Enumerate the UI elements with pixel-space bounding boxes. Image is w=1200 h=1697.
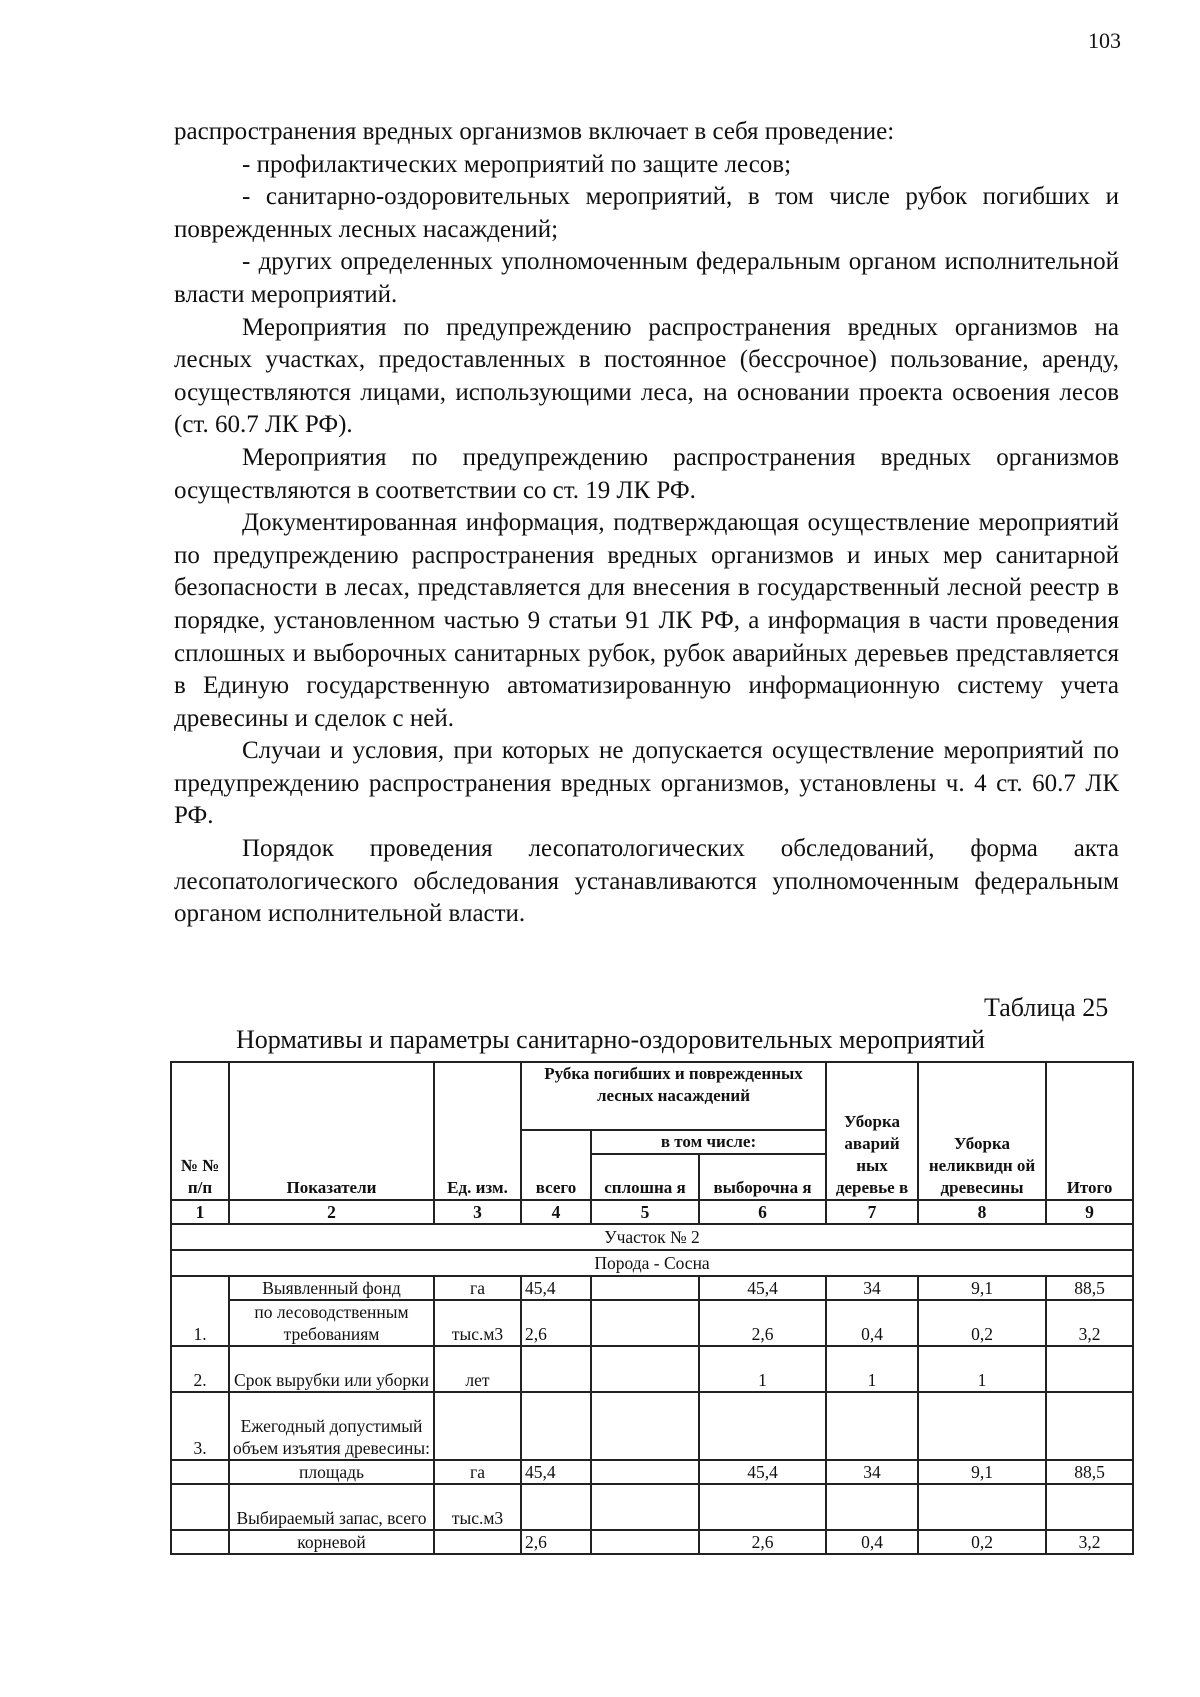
cell [1046, 1346, 1133, 1392]
paragraph: - профилактических мероприятий по защите лесов; [242, 150, 792, 178]
header-incl: в том числе: [591, 1130, 826, 1154]
cell [521, 1392, 591, 1460]
column-number: 1 [171, 1200, 229, 1224]
section-row [171, 1250, 1133, 1276]
cell [699, 1392, 826, 1460]
row-num: 2. [171, 1346, 229, 1392]
cell: 1 [826, 1346, 918, 1392]
column-number: 8 [918, 1200, 1046, 1224]
row-indicator: Выбираемый запас, всего [229, 1484, 434, 1530]
column-number: 5 [591, 1200, 699, 1224]
cell: 88,5 [1046, 1276, 1133, 1300]
page-number: 103 [1088, 28, 1121, 53]
cell: 0,2 [918, 1300, 1046, 1346]
row-indicator: Срок вырубки или уборки [229, 1346, 434, 1392]
table-row [171, 1276, 1133, 1300]
column-number: 2 [229, 1200, 434, 1224]
cell [521, 1484, 591, 1530]
row-indicator: Ежегодный допустимый объем изъятия древесины: [229, 1392, 434, 1460]
row-unit: тыс.м3 [434, 1484, 521, 1530]
table-row [171, 1346, 1133, 1392]
cell: 0,2 [918, 1530, 1046, 1554]
column-number: 3 [434, 1200, 521, 1224]
row-unit: га [434, 1460, 521, 1484]
cell: 1 [918, 1346, 1046, 1392]
table-title: Нормативы и параметры санитарно-оздоровительных мероприятий [236, 1025, 985, 1054]
column-number: 7 [826, 1200, 918, 1224]
table-row [171, 1300, 1133, 1346]
cell: 1 [699, 1346, 826, 1392]
cell: 3,2 [1046, 1300, 1133, 1346]
header-emergency: Уборка аварий ных деревье в [826, 1062, 918, 1200]
row-indicator: корневой [229, 1530, 434, 1554]
paragraph: Документированная информация, подтверждающая осуществление мероприятий по предупреждению распространения вредных организмов и иных мер санитарной безопасности в лесах, представляется для внесения в государственный лесной реестр в порядке, установленном частью 9 статьи 91 ЛК РФ, а информация в части проведения сплошных и выборочных санитарных рубок, рубок аварийных деревьев представляется в Единую государственную автоматизированную информационную систему учета древесины и сделок с ней. [174, 509, 1119, 732]
row-unit [434, 1392, 521, 1460]
cell [826, 1484, 918, 1530]
section-species: Порода - Сосна [171, 1250, 1133, 1276]
cell [918, 1484, 1046, 1530]
header-num: № № п/п [171, 1062, 229, 1200]
section-plot: Участок № 2 [171, 1224, 1133, 1250]
row-num [171, 1484, 229, 1530]
cell [591, 1530, 699, 1554]
row-num: 3. [171, 1392, 229, 1460]
cell: 9,1 [918, 1460, 1046, 1484]
cell [591, 1276, 699, 1300]
row-num [171, 1460, 229, 1484]
cell [591, 1460, 699, 1484]
cell: 2,6 [699, 1300, 826, 1346]
cell [826, 1392, 918, 1460]
table-row [171, 1484, 1133, 1530]
cell: 0,4 [826, 1530, 918, 1554]
cell [521, 1346, 591, 1392]
cell [1046, 1392, 1133, 1460]
header-unit: Ед. изм. [434, 1062, 521, 1200]
norms-table [170, 1061, 1134, 1555]
row-num [171, 1530, 229, 1554]
cell: 45,4 [699, 1276, 826, 1300]
cell [591, 1346, 699, 1392]
cell [591, 1392, 699, 1460]
paragraph: Случаи и условия, при которых не допускается осуществление мероприятий по предупреждению распространения вредных организмов, установлены ч. 4 ст. 60.7 ЛК РФ. [174, 737, 1119, 830]
cell: 3,2 [1046, 1530, 1133, 1554]
cell [1046, 1484, 1133, 1530]
column-number: 9 [1046, 1200, 1133, 1224]
row-unit [434, 1530, 521, 1554]
header-total-felling: всего [521, 1130, 591, 1200]
row-indicator: площадь [229, 1460, 434, 1484]
paragraph: Мероприятия по предупреждению распространения вредных организмов на лесных участках, предоставленных в постоянное (бессрочное) пользование, аренду, осуществляются лицами, использующими леса, на основании проекта освоения лесов (ст. 60.7 ЛК РФ). [174, 313, 1119, 439]
cell: 2,6 [521, 1530, 591, 1554]
header-illiquid: Уборка неликвидн ой древесины [918, 1062, 1046, 1200]
paragraph: распространения вредных организмов включает в себя проведение: [174, 118, 895, 145]
cell [591, 1300, 699, 1346]
cell: 88,5 [1046, 1460, 1133, 1484]
cell: 0,4 [826, 1300, 918, 1346]
cell: 9,1 [918, 1276, 1046, 1300]
column-number: 6 [699, 1200, 826, 1224]
row-num: 1. [171, 1276, 229, 1346]
section-row [171, 1224, 1133, 1250]
cell: 2,6 [699, 1530, 826, 1554]
header-indicator: Показатели [229, 1062, 434, 1200]
paragraph: Мероприятия по предупреждению распространения вредных организмов осуществляются в соответствии со ст. 19 ЛК РФ. [174, 443, 1119, 504]
cell: 45,4 [699, 1460, 826, 1484]
cell [591, 1484, 699, 1530]
table-row [171, 1460, 1133, 1484]
body-text [174, 116, 1119, 931]
cell [918, 1392, 1046, 1460]
table-row [171, 1530, 1133, 1554]
header-clear: сплошна я [591, 1154, 699, 1200]
column-number: 4 [521, 1200, 591, 1224]
header-itogo: Итого [1046, 1062, 1133, 1200]
table-label: Таблица 25 [984, 993, 1109, 1022]
row-unit: лет [434, 1346, 521, 1392]
cell: 34 [826, 1276, 918, 1300]
header-selective: выборочна я [699, 1154, 826, 1200]
cell: 45,4 [521, 1460, 591, 1484]
cell: 34 [826, 1460, 918, 1484]
paragraph: - других определенных уполномоченным федеральным органом исполнительной власти мероприятий. [174, 248, 1119, 308]
table-row [171, 1392, 1133, 1460]
cell: 2,6 [521, 1300, 591, 1346]
column-number-row [171, 1200, 1133, 1224]
cell: 45,4 [521, 1276, 591, 1300]
row-indicator: Выявленный фонд [229, 1276, 434, 1300]
paragraph: Порядок проведения лесопатологических обследований, форма акта лесопатологического обследования устанавливаются уполномоченным федеральным органом исполнительной власти. [174, 835, 1119, 928]
row-unit: тыс.м3 [434, 1300, 521, 1346]
cell [699, 1484, 826, 1530]
paragraph: - санитарно-оздоровительных мероприятий, в том числе рубок погибших и поврежденных лесных насаждений; [174, 183, 1119, 243]
row-indicator: по лесоводственным требованиям [229, 1300, 434, 1346]
row-unit: га [434, 1276, 521, 1300]
header-felling-group: Рубка погибших и поврежденных лесных насаждений [521, 1062, 826, 1130]
